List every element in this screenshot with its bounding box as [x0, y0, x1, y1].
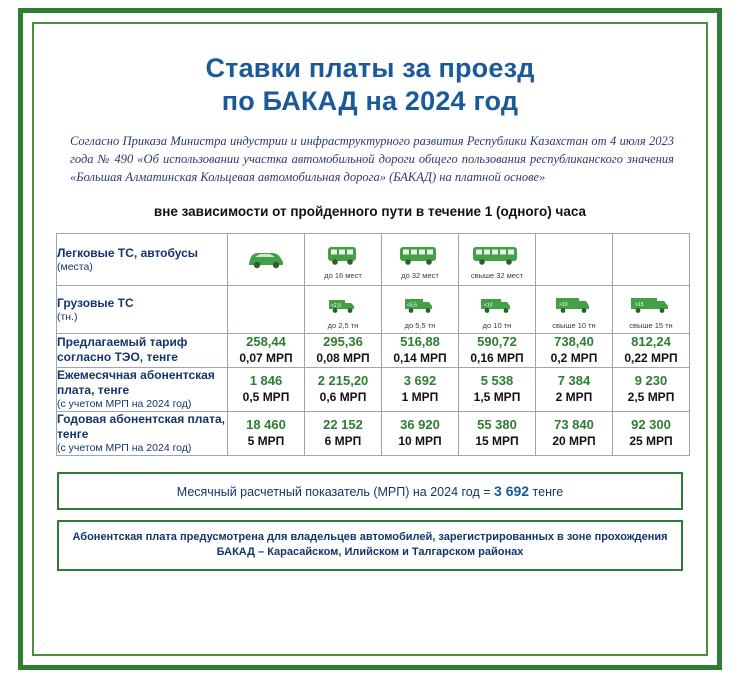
monthly-cell-2: [305, 367, 382, 411]
car-icon: [228, 244, 304, 274]
monthly-cell-5: [536, 367, 613, 411]
truck-icon: [536, 290, 612, 320]
svg-text:<5,5: <5,5: [407, 302, 417, 309]
mrp-value: 3 692: [494, 482, 530, 499]
yearly-cell-2: [305, 411, 382, 455]
value-mrp: 20 МРП: [552, 434, 596, 449]
row-label-sub: (с учетом МРП на 2024 год): [57, 441, 192, 454]
cell-caption: до 2,5 тн: [327, 320, 359, 330]
value-mrp: 5 МРП: [247, 434, 285, 449]
title-line-2: по БАКАД на 2024 год: [221, 85, 519, 116]
yearly-cell-4: [459, 411, 536, 455]
monthly-cell-1: [228, 367, 305, 411]
row-label-main: Ежемесячная абонентская плата, тенге: [57, 367, 215, 397]
svg-text:<10: <10: [484, 302, 493, 309]
cell-empty-5: [536, 234, 613, 286]
value-tenge: 7 384: [557, 373, 591, 389]
cell-bus-over32: [459, 234, 536, 286]
rates-table: [56, 233, 690, 456]
cell-truck-over10: [536, 286, 613, 334]
poster-frame: [18, 8, 722, 670]
cell-caption: до 16 мест: [324, 270, 362, 280]
svg-text:>10: >10: [559, 301, 568, 308]
value-mrp: 6 МРП: [324, 434, 362, 449]
row-label-cell: [57, 234, 228, 286]
monthly-cell-6: [613, 367, 690, 411]
cell-truck-25: [305, 286, 382, 334]
cell-bus-32: [382, 234, 459, 286]
cell-empty-truck-1: [228, 286, 305, 334]
value-tenge: 516,88: [400, 334, 440, 350]
value-mrp: 25 МРП: [629, 434, 673, 449]
cell-caption: свыше 15 тн: [629, 320, 673, 330]
bus-icon: [382, 240, 458, 270]
value-mrp: 0,5 МРП: [242, 389, 290, 404]
yearly-cell-5: [536, 411, 613, 455]
row-label-cell: [57, 367, 228, 411]
row-label-cell: [57, 334, 228, 367]
value-mrp: 0,07 МРП: [239, 351, 293, 366]
truck-icon: [382, 290, 458, 320]
tariff-cell-2: [305, 334, 382, 367]
value-tenge: 55 380: [477, 417, 517, 433]
cell-bus-16: [305, 234, 382, 286]
truck-icon: [459, 290, 535, 320]
value-mrp: 1,5 МРП: [473, 389, 521, 404]
svg-text:>15: >15: [635, 301, 644, 308]
value-tenge: 73 840: [554, 417, 594, 433]
table-row: [57, 334, 690, 367]
cell-caption: до 32 мест: [401, 270, 439, 280]
tariff-cell-4: [459, 334, 536, 367]
yearly-cell-6: [613, 411, 690, 455]
mrp-note-suffix: тенге: [529, 484, 564, 499]
subheading: вне зависимости от пройденного пути в течение 1 (одного) часа: [153, 204, 587, 220]
svg-text:<2,5: <2,5: [331, 302, 341, 309]
mrp-note-prefix: Месячный расчетный показатель (МРП) на 2024 год =: [176, 484, 495, 499]
truck-icon: [305, 290, 381, 320]
value-mrp: 2,5 МРП: [627, 389, 675, 404]
cell-empty-6: [613, 234, 690, 286]
title-line-1: Ставки платы за проезд: [205, 53, 535, 83]
row-label-cell: [57, 411, 228, 455]
value-mrp: 0,22 МРП: [624, 351, 678, 366]
row-label-cell: [57, 286, 228, 334]
table-row: [57, 411, 690, 455]
value-mrp: 2 МРП: [555, 389, 593, 404]
cell-truck-55: [382, 286, 459, 334]
legal-reference-text: Согласно Приказа Министра индустрии и инфраструктурного развития Республики Казахстан от 4 июля 2023 года № 490 «Об использовании участка автомобильной дороги общего пользования республиканского значения «Большая Алматинская Кольцевая автомобильная дорога» (БАКАД) на платной основе»: [70, 133, 674, 185]
yearly-cell-1: [228, 411, 305, 455]
value-tenge: 92 300: [631, 417, 671, 433]
row-label-main: Грузовые ТС: [57, 295, 134, 310]
bus-icon: [459, 240, 535, 270]
mrp-note: [57, 472, 683, 510]
table-row: [57, 286, 690, 334]
value-tenge: 295,36: [323, 334, 363, 350]
value-mrp: 0,2 МРП: [550, 351, 598, 366]
page-title: [56, 52, 684, 118]
value-tenge: 36 920: [400, 417, 440, 433]
tariff-cell-1: [228, 334, 305, 367]
value-mrp: 0,6 МРП: [319, 389, 367, 404]
table-row: [57, 367, 690, 411]
bus-icon: [305, 240, 381, 270]
tariff-cell-3: [382, 334, 459, 367]
value-tenge: 738,40: [554, 334, 594, 350]
value-tenge: 812,24: [631, 334, 671, 350]
tariff-cell-6: [613, 334, 690, 367]
cell-car-1: [228, 234, 305, 286]
monthly-cell-3: [382, 367, 459, 411]
truck-icon: [613, 290, 689, 320]
cell-truck-over15: [613, 286, 690, 334]
cell-caption: до 5,5 тн: [404, 320, 436, 330]
value-mrp: 15 МРП: [475, 434, 519, 449]
yearly-cell-3: [382, 411, 459, 455]
value-mrp: 0,08 МРП: [316, 351, 370, 366]
value-tenge: 258,44: [246, 334, 286, 350]
value-tenge: 590,72: [477, 334, 517, 350]
row-label-sub: (тн.): [57, 310, 78, 323]
row-label-sub: (места): [57, 260, 93, 273]
value-tenge: 18 460: [246, 417, 286, 433]
value-tenge: 22 152: [323, 417, 363, 433]
value-mrp: 0,14 МРП: [393, 351, 447, 366]
monthly-cell-4: [459, 367, 536, 411]
value-mrp: 10 МРП: [398, 434, 442, 449]
value-tenge: 1 846: [249, 373, 283, 389]
value-tenge: 9 230: [634, 373, 668, 389]
cell-truck-10: [459, 286, 536, 334]
tariff-cell-5: [536, 334, 613, 367]
value-tenge: 2 215,20: [317, 373, 369, 389]
value-tenge: 3 692: [403, 373, 437, 389]
row-label-main: Легковые ТС, автобусы: [57, 245, 199, 260]
poster-inner-border: [32, 22, 708, 656]
value-tenge: 5 538: [480, 373, 514, 389]
subscription-note: Абонентская плата предусмотрена для владельцев автомобилей, зарегистрированных в зоне прохождения БАКАД – Карасайском, Илийском и Талгарском районах: [57, 520, 683, 571]
cell-caption: до 10 тн: [482, 320, 512, 330]
table-row: [57, 234, 690, 286]
cell-caption: свыше 10 тн: [552, 320, 596, 330]
row-label-sub: (с учетом МРП на 2024 год): [57, 397, 192, 410]
row-label-main: Годовая абонентская плата, тенге: [57, 411, 225, 441]
cell-caption: свыше 32 мест: [470, 270, 524, 280]
value-mrp: 1 МРП: [401, 389, 439, 404]
value-mrp: 0,16 МРП: [470, 351, 524, 366]
row-label-main: Предлагаемый тариф согласно ТЭО, тенге: [57, 335, 188, 365]
poster-content: [56, 38, 684, 644]
